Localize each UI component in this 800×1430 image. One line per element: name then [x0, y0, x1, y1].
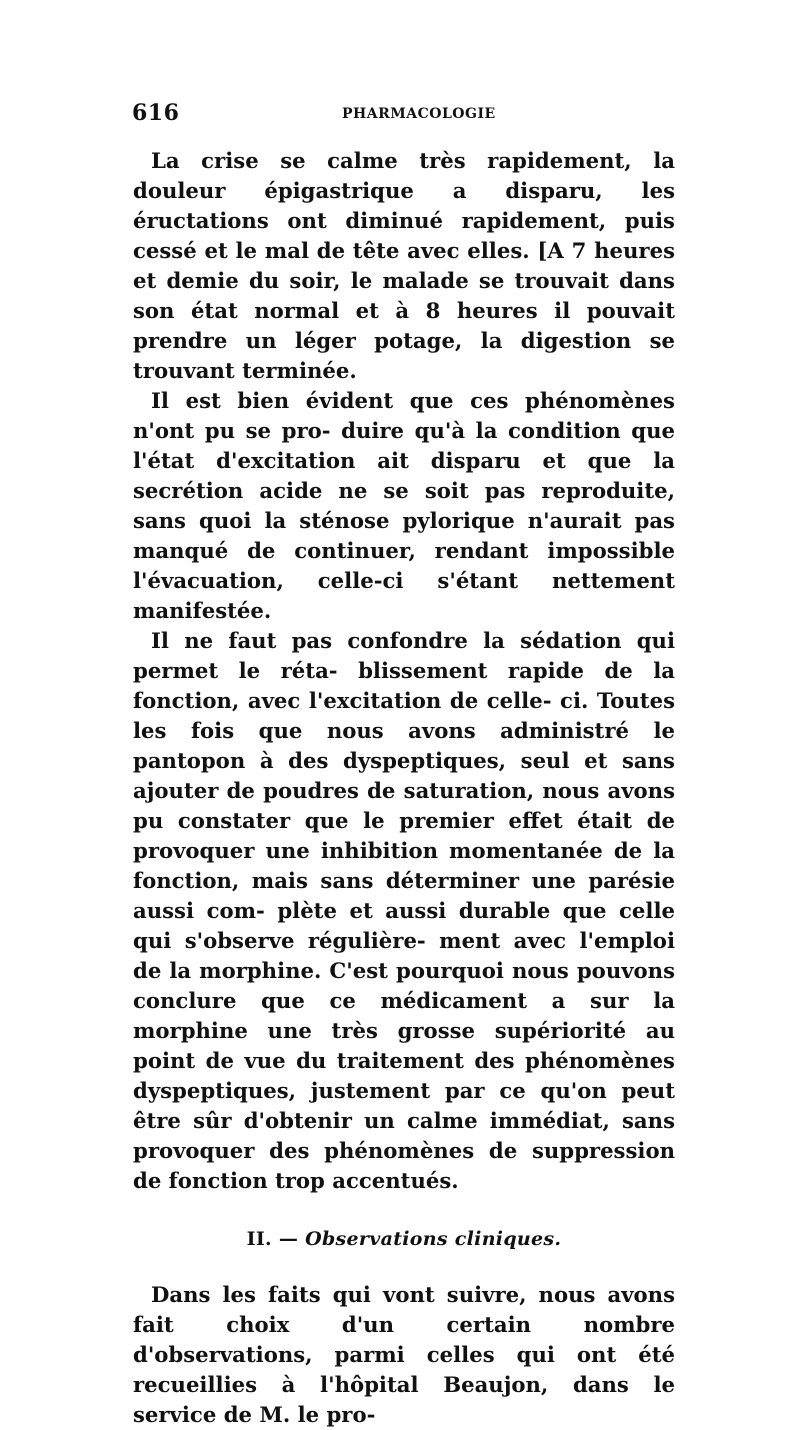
running-head: PHARMACOLOGIE: [342, 106, 496, 122]
section-number: II. —: [246, 1228, 299, 1250]
paragraph: Dans les faits qui vont suivre, nous avons fait choix d'un certain nombre d'observations, parmi celles qui ont été recueillies à l'hôpital Beaujon, dans le service de M. le pro-: [133, 1282, 675, 1427]
paragraph: Il ne faut pas confondre la sédation qui permet le réta- blissement rapide de la fonction, avec l'excitation de celle- ci. Toutes les fois que nous avons administré le pantopon à des dyspeptiques, seul et sans ajouter de poudres de saturation, nous avons pu constater que le premier effet était de provoquer une inhibition momentanée de la fonction, mais sans déterminer une parésie aussi com- plète et aussi durable que celle qui s'observe régulière- ment avec l'emploi de la morphine. C'est pourquoi nous pouvons conclure que ce médicament a sur la morphine une très grosse supériorité au point de vue du traitement des phénomènes dyspeptiques, justement par ce qu'on peut être sûr d'obtenir un calme immédiat, sans provoquer des phénomènes de suppression de fonction trop accentués.: [133, 628, 675, 1193]
paragraph: Il est bien évident que ces phénomènes n'ont pu se pro- duire qu'à la condition que l'état d'excitation ait disparu et que la secrétion acide ne se soit pas reproduite, sans quoi la sténose pylorique n'aurait pas manqué de continuer, rendant impossible l'évacuation, celle-ci s'étant nettement manifestée.: [133, 388, 675, 623]
page-header: [132, 100, 677, 140]
page-number: 616: [132, 100, 180, 126]
section-heading: [133, 1224, 675, 1254]
paragraph: La crise se calme très rapidement, la douleur épigastrique a disparu, les éructations ont diminué rapidement, puis cessé et le mal de tête avec elles. [A 7 heures et demie du soir, le malade se trouvait dans son état normal et à 8 heures il pouvait prendre un léger potage, la digestion se trouvant terminée.: [133, 148, 675, 383]
section-title: Observations cliniques.: [305, 1228, 562, 1250]
body-text: [133, 146, 675, 1430]
